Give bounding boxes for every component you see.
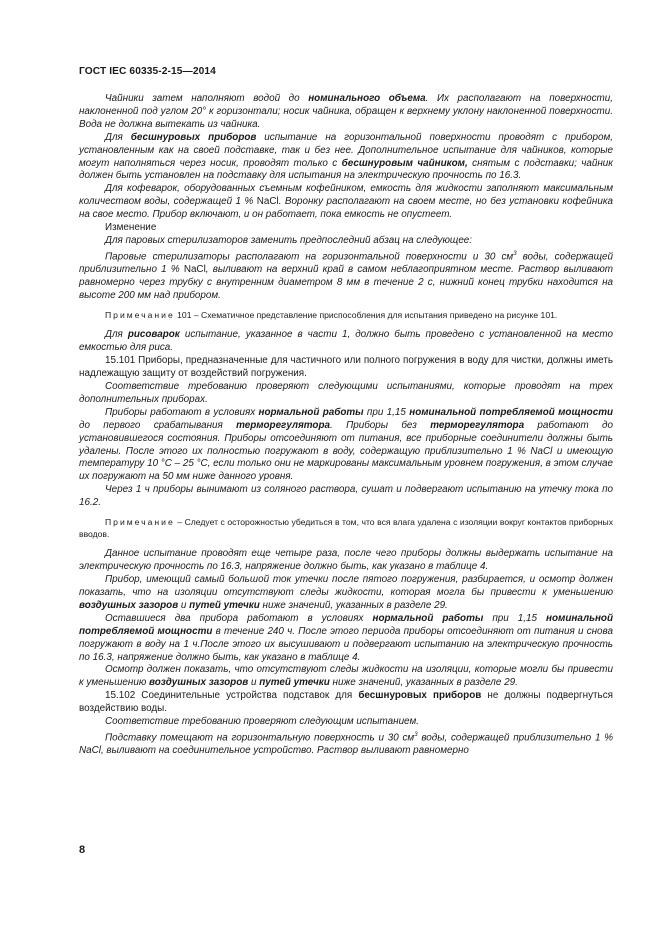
paragraph-15-102: 15.102 Соединительные устройства подставок для бесшнуровых приборов не должны подвергнуться воздействию воды. bbox=[79, 690, 613, 715]
paragraph-compliance-check: Соответствие требованию проверяют следующими испытаниями, которые проводят на трех дополнительных приборах. bbox=[79, 381, 613, 405]
paragraph-after-one-hour: Через 1 ч приборы вынимают из соляного раствора, сушат и подвергают испытанию на утечку тока по 16.2. bbox=[79, 484, 613, 509]
paragraph-cordless: Для бесшнуровых приборов испытание на горизонтальной поверхности проводят с прибором, установленным как на своей подставке, так и без нее. Дополнительное испытание для чайников, которые могут наполняться через носик, проводят только с бесшнуровым чайником, снятым с подставки; чайник должен быть установлен на подставку для испытания на электрическую прочность по 16.3. bbox=[79, 131, 613, 182]
paragraph-sterilizer-test: Паровые стерилизаторы располагают на горизонтальной поверхности и 30 $см^3$ воды, содержащей приблизительно 1 % NaCl, выливают на верхний край в самом неблагоприятном месте. Раствор выливают равномерно через трубку с внутренним диаметром 8 мм в течение 2 с, нижний конец трубки находится на высоте 200 мм над прибором. bbox=[79, 250, 614, 301]
paragraph-kettle-fill: Чайники затем наполняют водой до номинального объема. Их располагают на поверхности, наклоненной под углом 20° к горизонтали; носик чайника, обращен к верхнему уклону наклоненной поверхности. Вода не должна вытекать из чайника. bbox=[79, 93, 613, 130]
paragraph-remaining-two: Оставшиеся два прибора работают в условиях нормальной работы при 1,15 номинальной потребляемой мощности в течение 240 ч. После этого периода приборы отсоединяют от питания и снова погружают в воду на 1 ч.После этого их высушивают и подвергают испытанию на электрическую прочность по 16.3, напряжение должно быть, как указано в таблице 4. bbox=[79, 612, 613, 663]
paragraph-rice-cookers: Для рисоварок испытание, указанное в части 1, должно быть проведено с установленной на место емкостью для риса. bbox=[79, 329, 613, 354]
paragraph-compliance-test: Соответствие требованию проверяют следующим испытанием. bbox=[105, 716, 419, 728]
paragraph-change-label: Изменение bbox=[105, 222, 157, 234]
paragraph-disassembly: Прибор, имеющий самый большой ток утечки после пятого погружения, разбирается, и осмотр должен показать, что на изоляции отсутствуют следы жидкости, которая могла бы привести к уменьшению воздушных зазоров и путей утечки ниже значений, указанных в разделе 29. bbox=[79, 574, 613, 611]
document-body bbox=[79, 93, 613, 758]
paragraph-15-101: 15.101 Приборы, предназначенные для частичного или полного погружения в воду для чистки, должны иметь надлежащую защиту от воздействий погружения. bbox=[79, 355, 613, 380]
paragraph-immersion-test: Приборы работают в условиях нормальной работы при 1,15 номинальной потребляемой мощности до первого срабатывания терморегулятора. Приборы без терморегулятора работают до установившегося состояния. Приборы отсоединяют от питания, все приборные соединители должны быть удалены. После этого их полностью погружают в воду, содержащую приблизительно 1 % NaCl и имеющую температуру 10 °C – 25 °C, если только они не маркированы максимальным уровнем погружения, в этом случае их погружают на 50 мм ниже данного уровня. bbox=[79, 406, 614, 483]
paragraph-repeat-test: Данное испытание проводят еще четыре раза, после чего приборы должны выдержать испытание на электрическую прочность по 16.3, напряжение должно быть, как указано в таблице 4. bbox=[79, 548, 613, 573]
paragraph-inspection: Осмотр должен показать, что отсутствуют следы жидкости на изоляции, которые могли бы привести к уменьшению воздушных зазоров и путей утечки ниже значений, указанных в разделе 29. bbox=[79, 664, 613, 689]
note-moisture: Примечание – Следует с осторожностью убедиться в том, что вся влага удалена с изоляции вокруг контактов приборных вводов. bbox=[79, 517, 613, 539]
note-101: Примечание 101 – Схематичное представление приспособления для испытания приведено на рисунке 101. bbox=[105, 309, 558, 320]
document-header: ГОСТ IEC 60335-2-15—2014 bbox=[79, 66, 216, 77]
paragraph-sterilizer-intro: Для паровых стерилизаторов заменить предпоследний абзац на следующее: bbox=[105, 234, 473, 246]
paragraph-coffee-makers: Для кофеварок, оборудованных съемным кофейником, емкость для жидкости заполняют максимальным количеством воды, содержащей 1 % NaCl. Воронку располагают на своем месте, но без установки кофейника на свое место. Прибор включают, и он работает, пока емкость не опустеет. bbox=[79, 183, 613, 221]
paragraph-base-test: Подставку помещают на горизонтальную поверхность и 30 $см^3$ воды, содержащей приблизительно 1 % NaCl, выливают на соединительное устройство. Раствор выливают равномерно bbox=[79, 731, 613, 757]
page-number: 8 bbox=[79, 844, 86, 856]
